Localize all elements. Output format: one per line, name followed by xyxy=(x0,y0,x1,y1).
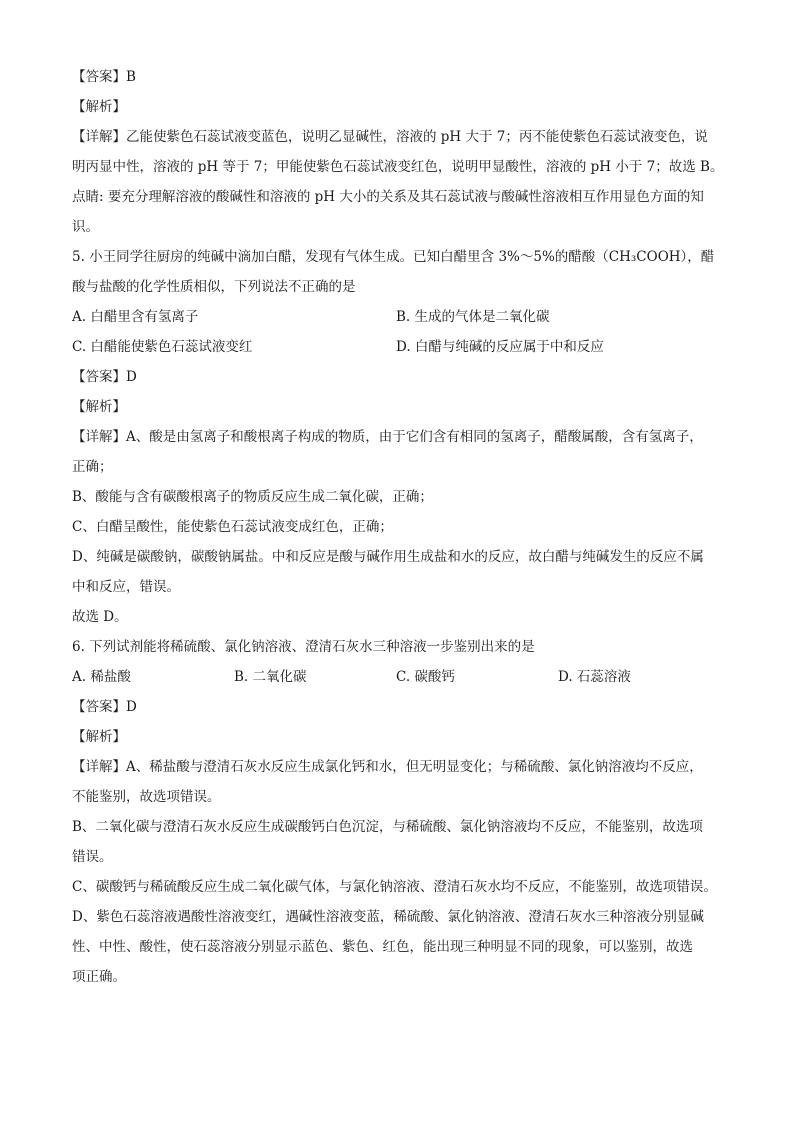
q5-options-row xyxy=(72,332,728,362)
q4-detail-line: 点睛: 要充分理解溶液的酸碱性和溶液的 pH 大小的关系及其石蕊试液与酸碱性溶液相互作用显色方面的知 xyxy=(72,189,704,205)
page-content xyxy=(72,62,728,992)
q4-analysis-label: 【解析】 xyxy=(72,99,126,115)
q5-detail-line: D、纯碱是碳酸钠，碳酸钠属盐。中和反应是酸与碱作用生成盐和水的反应，故白醋与纯碱发生的反应不属 xyxy=(72,549,704,565)
q6-detail-line: 【详解】A、稀盐酸与澄清石灰水反应生成氯化钙和水，但无明显变化；与稀硫酸、氯化钠溶液均不反应， xyxy=(72,759,703,775)
q4-detail-line: 明丙显中性，溶液的 pH 等于 7；甲能使紫色石蕊试液变红色，说明甲显酸性，溶液的 pH 小于 7；故选 B。 xyxy=(72,159,724,175)
q4-detail-line: 【详解】乙能使紫色石蕊试液变蓝色，说明乙显碱性，溶液的 pH 大于 7；丙不能使紫色石蕊试液变色，说 xyxy=(72,129,708,145)
q4-detail-line: 识。 xyxy=(72,219,99,235)
q5-option-a: A. 白醋里含有氢离子 xyxy=(72,309,199,325)
q5-detail-line: 正确； xyxy=(72,459,113,475)
q6-detail-line: B、二氧化碳与澄清石灰水反应生成碳酸钙白色沉淀，与稀硫酸、氯化钠溶液均不反应，不能鉴别，故选项 xyxy=(72,819,703,835)
q5-detail-line: 【详解】A、酸是由氢离子和酸根离子构成的物质，由于它们含有相同的氢离子，醋酸属酸，含有氢离子， xyxy=(72,429,703,445)
q6-option-c: C. 碳酸钙 xyxy=(396,669,455,685)
q6-stem: 6. 下列试剂能将稀硫酸、氯化钠溶液、澄清石灰水三种溶液一步鉴别出来的是 xyxy=(72,639,535,655)
q5-stem-line: 酸与盐酸的化学性质相似，下列说法不正确的是 xyxy=(72,279,356,295)
q5-detail-line: 中和反应，错误。 xyxy=(72,579,180,595)
q5-answer: 【答案】D xyxy=(72,369,137,385)
q6-option-d: D. 石蕊溶液 xyxy=(558,669,631,685)
q5-options-row xyxy=(72,302,728,332)
q6-option-b: B. 二氧化碳 xyxy=(234,669,307,685)
q5-stem-line: 5. 小王同学往厨房的纯碱中滴加白醋，发现有气体生成。已知白醋里含 3%～5%的醋酸（CH₃COOH），醋 xyxy=(72,249,715,265)
q6-analysis-label: 【解析】 xyxy=(72,729,126,745)
q5-analysis-label: 【解析】 xyxy=(72,399,126,415)
q6-answer: 【答案】D xyxy=(72,699,137,715)
q6-detail-line: 错误。 xyxy=(72,849,113,865)
q6-detail-line: C、碳酸钙与稀硫酸反应生成二氧化碳气体，与氯化钠溶液、澄清石灰水均不反应，不能鉴别，故选项错误。 xyxy=(72,879,717,895)
q6-detail-line: 项正确。 xyxy=(72,969,126,985)
q5-option-c: C. 白醋能使紫色石蕊试液变红 xyxy=(72,339,253,355)
q5-detail-line: B、酸能与含有碳酸根离子的物质反应生成二氧化碳，正确； xyxy=(72,489,433,505)
q6-option-a: A. 稀盐酸 xyxy=(72,669,131,685)
q6-detail-line: D、紫色石蕊溶液遇酸性溶液变红，遇碱性溶液变蓝，稀硫酸、氯化钠溶液、澄清石灰水三种溶液分别显碱 xyxy=(72,909,704,925)
q4-answer: 【答案】B xyxy=(72,69,136,85)
q5-detail-line: 故选 D。 xyxy=(72,609,128,625)
q6-options-row xyxy=(72,662,728,692)
q6-detail-line: 性、中性、酸性，使石蕊溶液分别显示蓝色、紫色、红色，能出现三种明显不同的现象，可以鉴别，故选 xyxy=(72,939,693,955)
q6-detail-line: 不能鉴别，故选项错误。 xyxy=(72,789,221,805)
q5-detail-line: C、白醋呈酸性，能使紫色石蕊试液变成红色，正确； xyxy=(72,519,393,535)
q5-option-d: D. 白醋与纯碱的反应属于中和反应 xyxy=(396,339,604,355)
q5-option-b: B. 生成的气体是二氧化碳 xyxy=(396,309,550,325)
